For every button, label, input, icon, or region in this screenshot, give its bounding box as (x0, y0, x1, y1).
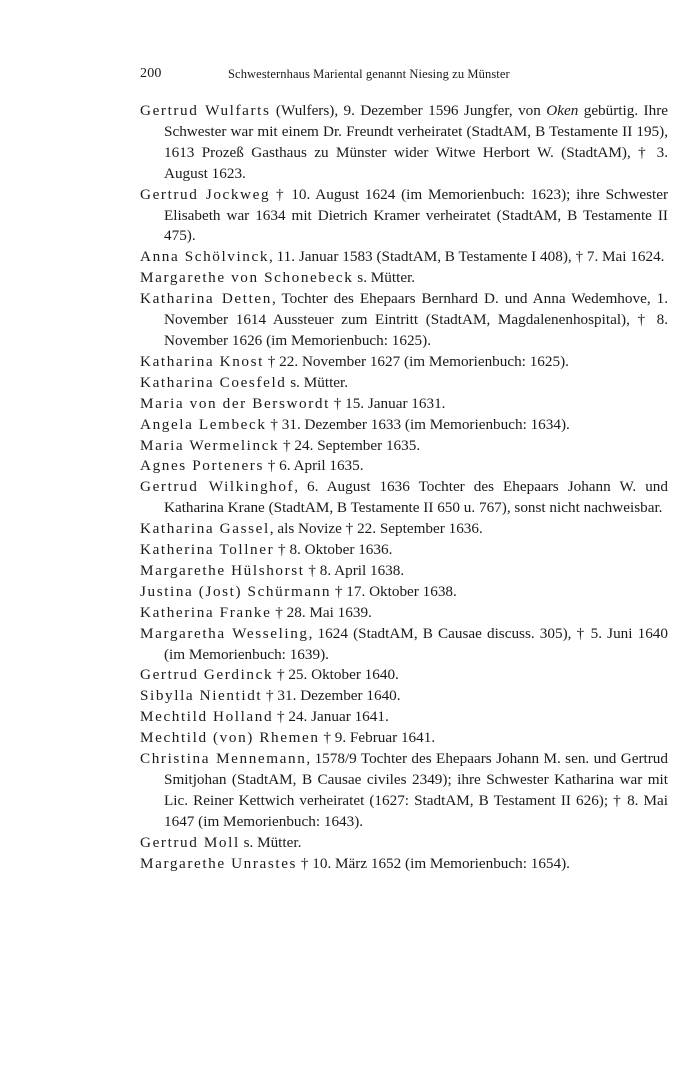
entry-text: † 15. Januar 1631. (329, 394, 446, 412)
entry-text: † 8. Oktober 1636. (274, 541, 393, 559)
entry-name: Gertrud Gerdinck (140, 666, 274, 684)
entry-text: † 28. Mai 1639. (271, 603, 372, 621)
entry-name: Angela Lembeck (140, 415, 267, 433)
list-item (140, 519, 668, 540)
entry-list (140, 101, 668, 875)
entry-text: , 11. Januar 1583 (StadtAM, B Testamente I 408), † 7. Mai 1624. (269, 248, 665, 266)
entry-text: † 24. Januar 1641. (273, 708, 389, 726)
entry-name: Maria von der Berswordt (140, 394, 330, 412)
entry-name: Mechtild Holland (140, 708, 274, 726)
entry-name: Katherina Tollner (140, 541, 275, 559)
entry-text: † 10. August 1624 (im Memorienbuch: 1623); ihre Schwester Elisabeth war 1634 mit Dietrich Kramer verheiratet (StadtAM, B Testamente II 475). (164, 185, 669, 245)
entry-name: Gertrud Wilkinghof (140, 478, 295, 496)
entry-text: † 22. November 1627 (im Memorienbuch: 1625). (263, 352, 569, 370)
entry-name: Katharina Detten (140, 290, 272, 308)
list-item (140, 624, 668, 666)
entry-name: Katharina Knost (140, 352, 264, 370)
entry-text-part: gebürtig. Ihre Schwester war mit einem Dr. Freundt verheiratet (StadtAM, B Testamente II 195), 1613 Prozeß Gasthaus zu Münster wider Witwe Herbort W. (StadtAM), † 3. August 1623. (164, 102, 668, 182)
list-item (140, 436, 668, 457)
entry-name: Katharina Gassel (140, 520, 270, 538)
list-item (140, 603, 668, 624)
entry-text: † 25. Oktober 1640. (273, 666, 399, 684)
entry-name: Margaretha Wesseling (140, 624, 309, 642)
entry-name: Gertrud Wulfarts (140, 102, 271, 119)
list-item (140, 352, 668, 373)
list-item (140, 185, 668, 248)
list-item (140, 394, 668, 415)
entry-name: Mechtild (von) Rhemen (140, 729, 320, 747)
entry-text: † 24. September 1635. (279, 436, 421, 454)
entry-text-part: (Wulfers), 9. Dezember 1596 Jungfer, von (270, 102, 547, 119)
entry-name: Katherina Franke (140, 603, 272, 621)
running-title: Schwesternhaus Mariental genannt Niesing zu Münster (228, 67, 510, 81)
list-item (140, 728, 668, 749)
entry-text: † 31. Dezember 1640. (262, 687, 401, 705)
list-item (140, 749, 668, 833)
list-item (140, 707, 668, 728)
entry-name: Anna Schölvinck (140, 248, 270, 266)
entry-name: Margarethe von Schonebeck (140, 269, 354, 287)
entry-name: Gertrud Jockweg (140, 185, 271, 203)
list-item (140, 289, 668, 352)
list-item (140, 561, 668, 582)
entry-name: Agnes Porteners (140, 457, 264, 475)
entry-text: , 1624 (StadtAM, B Causae discuss. 305), † 5. Juni 1640 (im Memorienbuch: 1639). (164, 624, 668, 663)
entry-text: † 10. März 1652 (im Memorienbuch: 1654). (297, 854, 570, 872)
list-item (140, 456, 668, 477)
entry-text: s. Mütter. (353, 269, 416, 287)
entry-name: Justina (Jost) Schürmann (140, 582, 332, 600)
list-item (140, 582, 668, 603)
list-item (140, 665, 668, 686)
list-item (140, 415, 668, 436)
entry-text: † 17. Oktober 1638. (331, 582, 457, 600)
list-item (140, 854, 668, 875)
entry-text: † 6. April 1635. (263, 457, 364, 475)
list-item (140, 268, 668, 289)
list-item (140, 373, 668, 394)
entry-name: Maria Wermelinck (140, 436, 280, 454)
entry-name: Christina Mennemann (140, 750, 307, 768)
list-item (140, 477, 668, 519)
entry-text: s. Mütter. (286, 373, 349, 391)
entry-name: Sibylla Nientidt (140, 687, 263, 705)
list-item (140, 833, 668, 854)
entry-name: Margarethe Hülshorst (140, 561, 305, 579)
entry-text: , Tochter des Ehepaars Bernhard D. und Anna Wedemhove, 1. November 1614 Aussteuer zum Eintritt (StadtAM, Magdalenenhospital), † 8. November 1626 (im Memorienbuch: 1625). (164, 290, 668, 349)
page-header (140, 66, 666, 84)
list-item (140, 540, 668, 561)
list-item (140, 686, 668, 707)
entry-text: † 31. Dezember 1633 (im Memorienbuch: 1634). (266, 415, 570, 433)
list-item (140, 247, 668, 268)
entry-text: , als Novize † 22. September 1636. (269, 520, 483, 538)
list-item (140, 101, 668, 185)
entry-name: Gertrud Moll (140, 833, 240, 851)
entry-name: Margarethe Unrastes (140, 854, 298, 872)
entry-text: † 8. April 1638. (304, 561, 405, 579)
entry-text: † 9. Februar 1641. (319, 729, 436, 747)
entry-text: , 1578/9 Tochter des Ehepaars Johann M. sen. und Gertrud Smitjohan (StadtAM, B Causae civiles 2349); ihre Schwester Katharina war mit Lic. Reiner Kettwich verheiratet (1627: StadtAM, B Testament II 626); † 8. Mai 1647 (im Memorienbuch: 1643). (164, 750, 668, 830)
entry-italic-place: Oken (546, 102, 579, 119)
entry-text: s. Mütter. (239, 833, 302, 851)
entry-text: , 6. August 1636 Tochter des Ehepaars Johann W. und Katharina Krane (StadtAM, B Testamente II 650 u. 767), sonst nicht nachweisbar. (164, 478, 668, 517)
page-number: 200 (140, 66, 162, 81)
entry-name: Katharina Coesfeld (140, 373, 287, 391)
